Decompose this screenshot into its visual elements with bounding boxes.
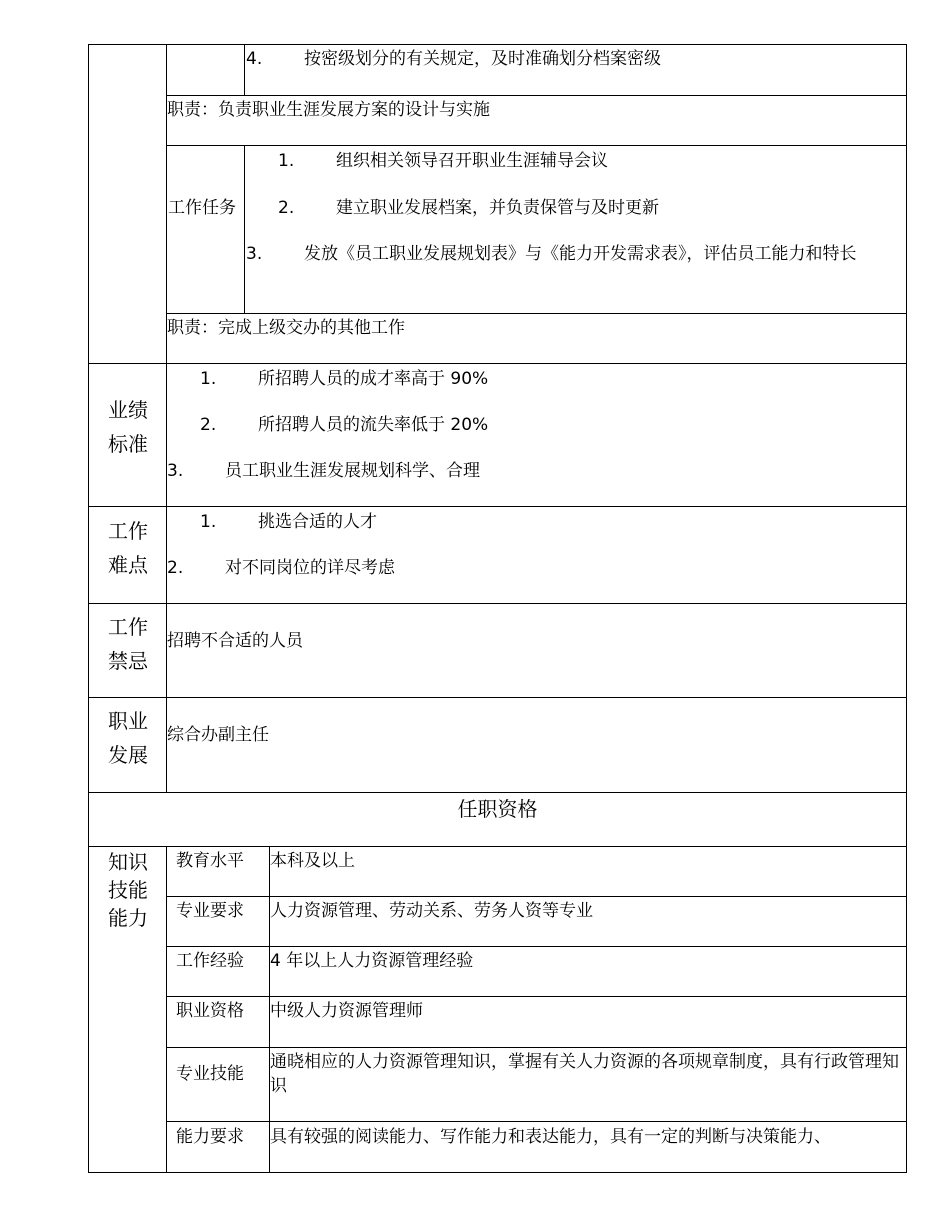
item-text: 所招聘人员的流失率低于 20%	[258, 415, 489, 435]
item-number: 2.	[200, 415, 217, 435]
difficulty-item-1	[200, 510, 377, 534]
item-number: 4.	[246, 49, 263, 69]
career-text: 综合办副主任	[167, 725, 269, 745]
qual-label-experience: 工作经验	[176, 951, 244, 971]
item-text: 员工职业生涯发展规划科学、合理	[225, 461, 480, 481]
item-text: 挑选合适的人才	[258, 512, 377, 532]
frame-bottom	[88, 1172, 907, 1173]
qual-label-ability: 能力要求	[176, 1127, 244, 1147]
difficulty-item-2	[167, 556, 395, 580]
item-number: 3.	[167, 461, 184, 481]
item-number: 2.	[278, 198, 295, 218]
item-number: 1.	[200, 512, 217, 532]
item-number: 3.	[246, 244, 263, 264]
row-line	[88, 363, 907, 364]
item-number: 2.	[167, 558, 184, 578]
item-number: 1.	[200, 369, 217, 389]
frame-right	[906, 44, 907, 1173]
row-line	[166, 946, 907, 947]
qual-value-certificate: 中级人力资源管理师	[270, 1001, 423, 1021]
qual-value-education: 本科及以上	[270, 851, 355, 871]
performance-label: 业绩标准	[108, 398, 148, 456]
row-line	[166, 145, 907, 146]
frame-left	[88, 44, 89, 1173]
qual-value-skills: 通晓相应的人力资源管理知识，掌握有关人力资源的各项规章制度，具有行政管理知识	[270, 1052, 899, 1096]
row-line	[166, 313, 907, 314]
taboo-label: 工作禁忌	[108, 615, 148, 673]
row-line	[166, 1047, 907, 1048]
qual-label-education: 教育水平	[176, 851, 244, 871]
difficulty-label: 工作难点	[108, 519, 148, 577]
col-divider-task	[244, 145, 245, 314]
taboo-text: 招聘不合适的人员	[167, 631, 303, 651]
task-item-4	[246, 47, 661, 71]
qual-label-skills: 专业技能	[176, 1064, 244, 1084]
item-text: 建立职业发展档案，并负责保管与及时更新	[336, 198, 659, 218]
col-divider-1	[166, 44, 167, 793]
item-text: 发放《员工职业发展规划表》与《能力开发需求表》，评估员工能力和特长	[304, 244, 857, 264]
qual-value-major: 人力资源管理、劳动关系、劳务人资等专业	[270, 901, 593, 921]
qualification-title: 任职资格	[457, 797, 538, 821]
task-item-3	[246, 242, 896, 266]
qual-value-experience: 4 年以上人力资源管理经验	[270, 951, 474, 971]
duty-heading: 职责：负责职业生涯发展方案的设计与实施	[167, 100, 490, 120]
qual-label-major: 专业要求	[176, 901, 244, 921]
duty-heading: 职责：完成上级交办的其他工作	[167, 318, 405, 338]
qual-value-ability: 具有较强的阅读能力、写作能力和表达能力，具有一定的判断与决策能力、	[270, 1127, 831, 1147]
item-text: 对不同岗位的详尽考虑	[225, 558, 395, 578]
item-text: 按密级划分的有关规定，及时准确划分档案密级	[304, 49, 661, 69]
task-item-1	[278, 149, 608, 173]
row-line	[88, 506, 907, 507]
row-line	[166, 996, 907, 997]
performance-item-3	[167, 459, 480, 483]
row-line	[88, 603, 907, 604]
item-number: 1.	[278, 151, 295, 171]
task-item-2	[278, 196, 659, 220]
frame-top	[88, 44, 907, 45]
work-task-label: 工作任务	[168, 198, 236, 218]
row-line	[88, 697, 907, 698]
row-line	[88, 846, 907, 847]
item-text: 组织相关领导召开职业生涯辅导会议	[336, 151, 608, 171]
performance-item-1	[200, 367, 488, 391]
row-line	[166, 95, 907, 96]
qual-label-certificate: 职业资格	[176, 1001, 244, 1021]
row-line	[166, 1121, 907, 1122]
item-text: 所招聘人员的成才率高于 90%	[258, 369, 489, 389]
qualification-group-label: 知识技能能力	[108, 850, 148, 930]
row-line	[166, 896, 907, 897]
career-label: 职业发展	[108, 709, 148, 767]
performance-item-2	[200, 413, 488, 437]
